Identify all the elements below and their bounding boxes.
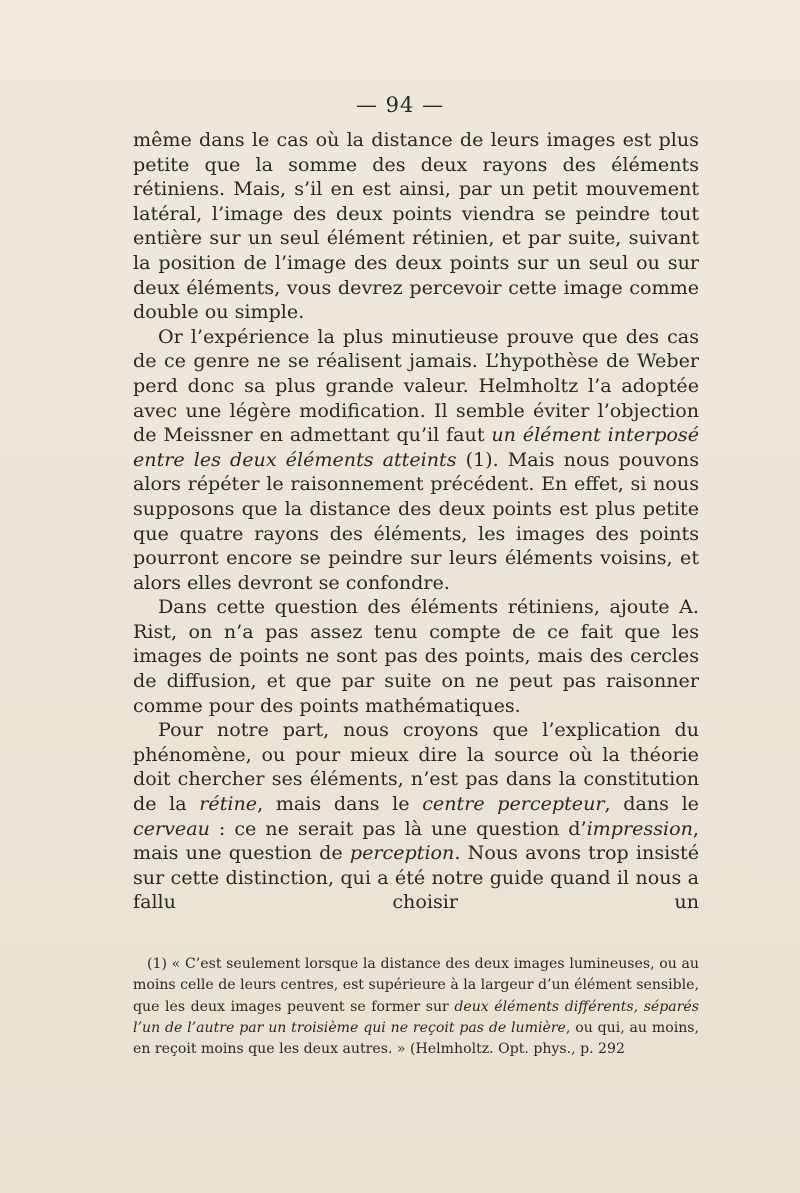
paragraph [133, 595, 699, 718]
text-segment: (1). Mais nous pouvons alors répéter le raisonnement précédent. En effet, si nous supposons que la distance des deux points est plus petite que quatre rayons des éléments, les images des points pourront encore se peindre sur leurs éléments voisins, et alors elles devront se confondre. [133, 447, 699, 594]
text-segment: (1) « C’est seulement lorsque la distance des deux images lumineuses, ou au moins celle de leurs centres, est supérieure à la largeur d’un élément sensible, que les deux images peuvent se former sur [133, 956, 699, 1015]
paragraph [133, 718, 699, 915]
text-segment: Dans cette question des éléments rétiniens, ajoute A. Rist, on n’a pas assez tenu compte de ce fait que les images de points ne sont pas des points, mais des cercles de diffusion, et que par suite on ne peut pas raisonner comme pour des points mathématiques. [133, 595, 699, 717]
paragraph [133, 325, 699, 596]
italic-text: perception [349, 841, 455, 865]
italic-text: un élément interposé entre les deux éléments atteints [133, 423, 700, 471]
italic-text: impression [586, 816, 693, 840]
text-segment: . Nous avons trop insisté sur cette distinction, qui a été notre guide quand il nous a fallu choisir un [133, 841, 699, 914]
text-segment: Or l’expérience la plus minutieuse prouve que des cas de ce genre ne se réalisent jamais. L’hypothèse de Weber perd donc sa plus grande valeur. Helmholtz l’a adoptée avec une légère modification. Il semble éviter l’objection de Meissner en admettant qu’il faut [133, 324, 699, 447]
body-text [133, 128, 699, 915]
italic-text: centre percepteur [422, 792, 605, 816]
italic-text: deux éléments différents, séparés l’un de l’autre par un troisième qui ne reçoit pas de lumière [133, 998, 700, 1036]
paragraph [133, 128, 699, 325]
text-segment: même dans le cas où la distance de leurs images est plus petite que la somme des deux rayons des éléments rétiniens. Mais, s’il en est ainsi, par un petit mouvement latéral, l’image des deux points viendra se peindre tout entière sur un seul élément rétinien, et par suite, suivant la position de l’image des deux points sur un seul ou sur deux éléments, vous devrez percevoir cette image comme double ou simple. [133, 128, 699, 324]
text-segment: , mais une question de [133, 816, 699, 865]
italic-text: cerveau [133, 816, 210, 840]
text-segment: Pour notre part, nous croyons que l’explication du phénomène, ou pour mieux dire la source où la théorie doit chercher ses éléments, n’est pas dans la constitution de la [133, 718, 699, 816]
text-segment: , ou qui, au moins, en reçoit moins que les deux autres. » (Helmholtz. Opt. phys., p. 292 [133, 1019, 699, 1058]
text-segment: : ce ne serait pas là une question d’ [209, 816, 587, 840]
text-segment: , mais dans le [257, 792, 423, 816]
page-number: — 94 — [355, 93, 445, 117]
footnote [133, 954, 699, 1060]
italic-text: rétine [199, 792, 258, 816]
text-segment: , dans le [604, 792, 699, 816]
